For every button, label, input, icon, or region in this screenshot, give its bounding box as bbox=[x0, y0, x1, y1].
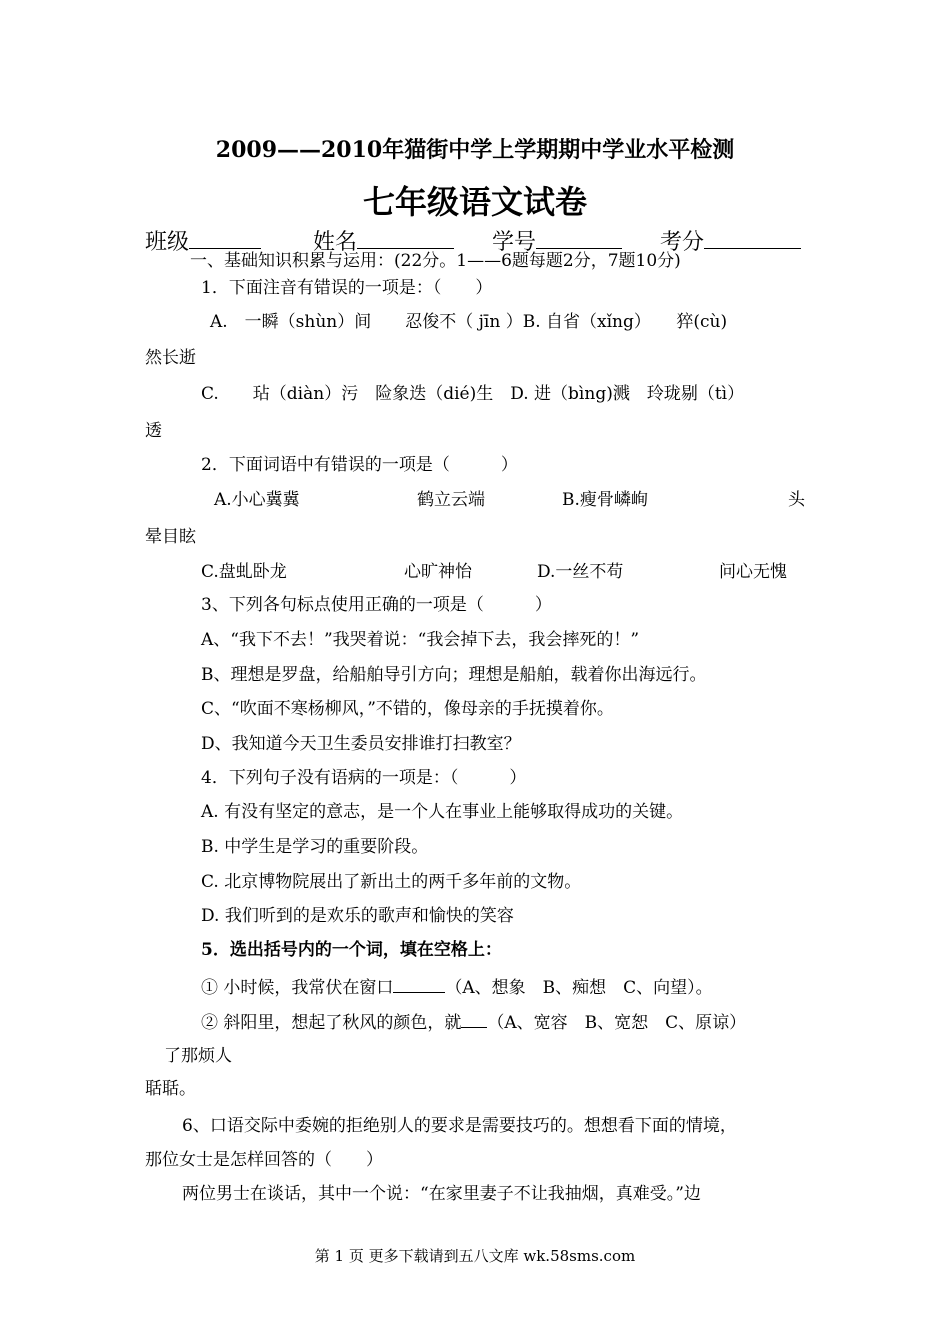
score-field bbox=[660, 224, 801, 258]
q2-option-c-2: 心旷神怡 bbox=[404, 562, 472, 582]
q4-stem: 4．下列句子没有语病的一项是：（ ） bbox=[201, 768, 527, 788]
q4-option-d: D. 我们听到的是欢乐的歌声和愉快的笑容 bbox=[201, 906, 514, 926]
q5-item-2-text: ② 斜阳里，想起了秋风的颜色，就 bbox=[201, 1013, 462, 1033]
q3-option-d: D、我知道今天卫生委员安排谁打扫教室？ bbox=[201, 734, 521, 754]
q6-passage: 两位男士在谈话，其中一个说：“在家里妻子不让我抽烟，真难受。”边 bbox=[182, 1184, 701, 1204]
q2-option-a-2: 鹤立云端 bbox=[417, 490, 485, 510]
q2-option-c-1: C.盘虬卧龙 bbox=[201, 562, 287, 582]
q2-option-b-2: 头 bbox=[788, 490, 805, 510]
q4-option-b: B. 中学生是学习的重要阶段。 bbox=[201, 837, 429, 857]
q1-option-ab: A. 一瞬（shùn）间 忍俊不（ jīn ）B. 自省（xǐng） 猝(cù) bbox=[210, 312, 728, 332]
q5-item-1-text: ① 小时候，我常伏在窗口 bbox=[201, 978, 394, 998]
q2-option-a-1: A.小心冀冀 bbox=[214, 490, 300, 510]
q3-option-a: A、“我下不去！”我哭着说：“我会掉下去，我会摔死的！” bbox=[201, 630, 640, 650]
q5-item-1-choices: （A、想象 B、痴想 C、向望）。 bbox=[445, 978, 713, 998]
class-label: 班级 bbox=[145, 230, 190, 255]
q5-stem: 5．选出括号内的一个词，填在空格上： bbox=[201, 940, 502, 960]
number-label: 学号 bbox=[492, 230, 537, 255]
name-label: 姓名 bbox=[313, 230, 358, 255]
q5-item-2-blank[interactable] bbox=[461, 1009, 487, 1028]
q2-option-b-1: B.瘦骨嶙峋 bbox=[562, 490, 648, 510]
q4-option-a: A. 有没有坚定的意志，是一个人在事业上能够取得成功的关键。 bbox=[201, 802, 684, 822]
q2-option-b-cont: 晕目眩 bbox=[145, 527, 196, 547]
q4-option-c: C. 北京博物院展出了新出土的两千多年前的文物。 bbox=[201, 872, 582, 892]
q3-stem: 3、下列各句标点使用正确的一项是（ ） bbox=[201, 595, 552, 615]
exam-title: 2009——2010年猫街中学上学期期中学业水平检测 bbox=[215, 137, 735, 163]
q2-stem: 2．下面词语中有错误的一项是（ ） bbox=[201, 455, 518, 475]
q5-item-2 bbox=[201, 1009, 746, 1034]
q1-option-d-cont: 透 bbox=[145, 421, 162, 441]
score-blank[interactable] bbox=[704, 224, 801, 249]
exam-subtitle: 七年级语文试卷 bbox=[362, 183, 587, 221]
number-blank[interactable] bbox=[536, 224, 622, 249]
q5-item-2-choices: （A、宽容 B、宽恕 C、原谅） bbox=[487, 1013, 747, 1033]
class-blank[interactable] bbox=[189, 224, 261, 249]
q2-option-d-2: 问心无愧 bbox=[719, 562, 787, 582]
q1-stem: 1．下面注音有错误的一项是：（ ） bbox=[201, 278, 493, 298]
q6-stem-cont: 那位女士是怎样回答的（ ） bbox=[145, 1150, 383, 1170]
q5-item-2-cont-2: 聒聒。 bbox=[145, 1079, 196, 1099]
q3-option-b: B、理想是罗盘，给船舶导引方向；理想是船舶，载着你出海远行。 bbox=[201, 665, 707, 685]
q3-option-c: C、“吹面不寒杨柳风，”不错的，像母亲的手抚摸着你。 bbox=[201, 699, 614, 719]
q1-option-cd: C. 玷（diàn）污 险象迭（dié)生 D. 进（bìng)溅 玲珑剔（tì） bbox=[201, 384, 745, 404]
q5-item-1 bbox=[201, 974, 713, 999]
q5-item-1-blank[interactable] bbox=[393, 974, 445, 993]
name-blank[interactable] bbox=[357, 224, 454, 249]
page-footer: 第 1 页 更多下载请到五八文库 wk.58sms.com bbox=[314, 1247, 636, 1265]
q5-item-2-cont: 了那烦人 bbox=[164, 1046, 232, 1066]
q2-option-d-1: D.一丝不苟 bbox=[537, 562, 624, 582]
score-label: 考分 bbox=[660, 230, 705, 255]
q1-option-b-cont: 然长逝 bbox=[145, 348, 196, 368]
q6-stem: 6、口语交际中委婉的拒绝别人的要求是需要技巧的。想想看下面的情境， bbox=[182, 1116, 737, 1136]
section1-heading: 一、基础知识积累与运用：(22分。1——6题每题2分，7题10分) bbox=[190, 251, 681, 271]
